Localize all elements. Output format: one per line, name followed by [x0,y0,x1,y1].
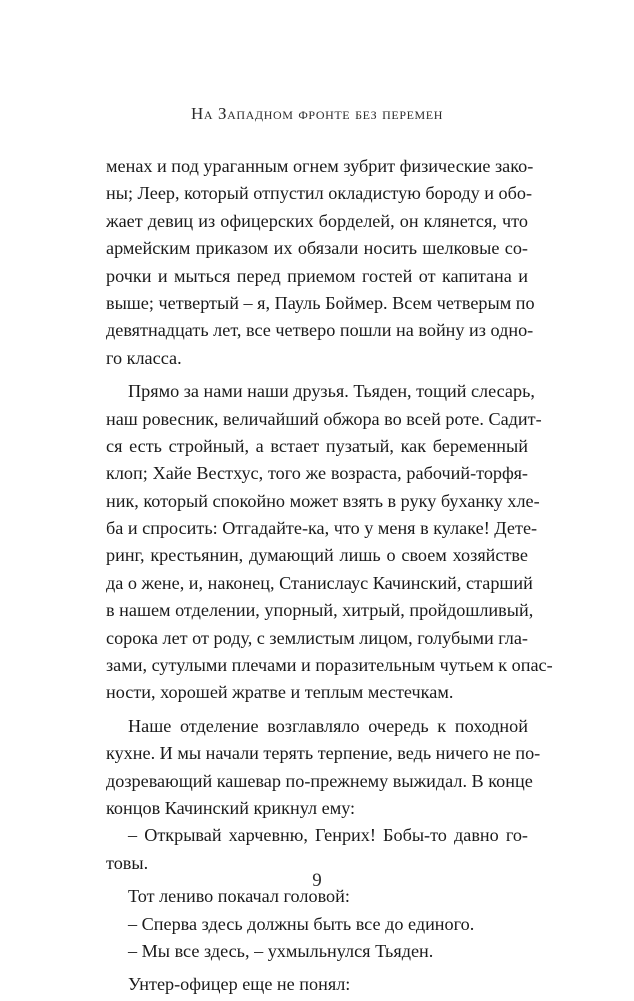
page-number: 9 [312,870,322,891]
text-line: выше; четвертый – я, Пауль Боймер. Всем четверым по [106,292,535,313]
text-line: жает девиц из офицерских борделей, он клянется, что [106,210,528,231]
paragraph [106,938,528,965]
paragraph [106,971,528,998]
text-line: наш ровесник, величайший обжора во всей роте. Садит- [106,408,542,429]
text-line: клоп; Хайе Вестхус, того же возраста, рабочий-торфя- [106,463,528,484]
text-line: товы. [106,852,149,873]
text-line: менах и под ураганным огнем зубрит физические зако- [106,156,534,176]
text-line: ности, хорошей жратве и теплым местечкам. [106,682,454,703]
text-line: армейским приказом их обязали носить шелковые со- [106,238,528,259]
text-line: – Мы все здесь, – ухмыльнулся Тьяден. [128,940,434,961]
text-line: Прямо за нами наши друзья. Тьяден, тощий слесарь, [128,381,535,402]
text-line: – Сперва здесь должны быть все до единого. [128,913,475,934]
text-line: – Открывай харчевню, Генрих! Бобы-то давно го- [128,825,528,846]
text-line: девятнадцать лет, все четверо пошли на войну из одно- [106,320,534,341]
paragraph [106,153,535,372]
text-line: кухне. И мы начали терять терпение, ведь ничего не по- [106,743,541,764]
text-line: ник, который спокойно может взять в руку буханку хле- [106,490,540,511]
text-line: Наше отделение возглавляло очередь к походной [128,715,528,736]
text-line: Унтер-офицер еще не понял: [128,974,351,995]
text-line: концов Качинский крикнул ему: [106,797,356,818]
paragraph [106,822,528,877]
text-line: Тот лениво покачал головой: [128,886,350,907]
text-line: ринг, крестьянин, думающий лишь о своем хозяйстве [106,545,528,566]
text-line: ба и спросить: Отгадайте-ка, что у меня в кулаке! Дете- [106,518,538,539]
paragraph [106,378,553,707]
text-line: сорока лет от роду, с землистым лицом, голубыми гла- [106,627,528,648]
paragraph [106,911,528,938]
text-line: да о жене, и, наконец, Станислаус Качинский, старший [106,572,533,593]
running-head: На Западном фронте без перемен [191,104,443,123]
text-line: ны; Леер, который отпустил окладистую бороду и обо- [106,183,533,204]
text-line: рочки и мыться перед приемом гостей от капитана и [106,265,528,286]
text-line: зами, сутулыми плечами и поразительным чутьем к опас- [106,655,553,676]
text-line: ся есть стройный, а встает пузатый, как беременный [106,435,528,456]
text-line: го класса. [106,347,182,368]
paragraph [106,713,541,823]
text-line: дозревающий кашевар по-прежнему выжидал. В конце [106,770,533,791]
text-line: в нашем отделении, упорный, хитрый, пройдошливый, [106,600,534,621]
